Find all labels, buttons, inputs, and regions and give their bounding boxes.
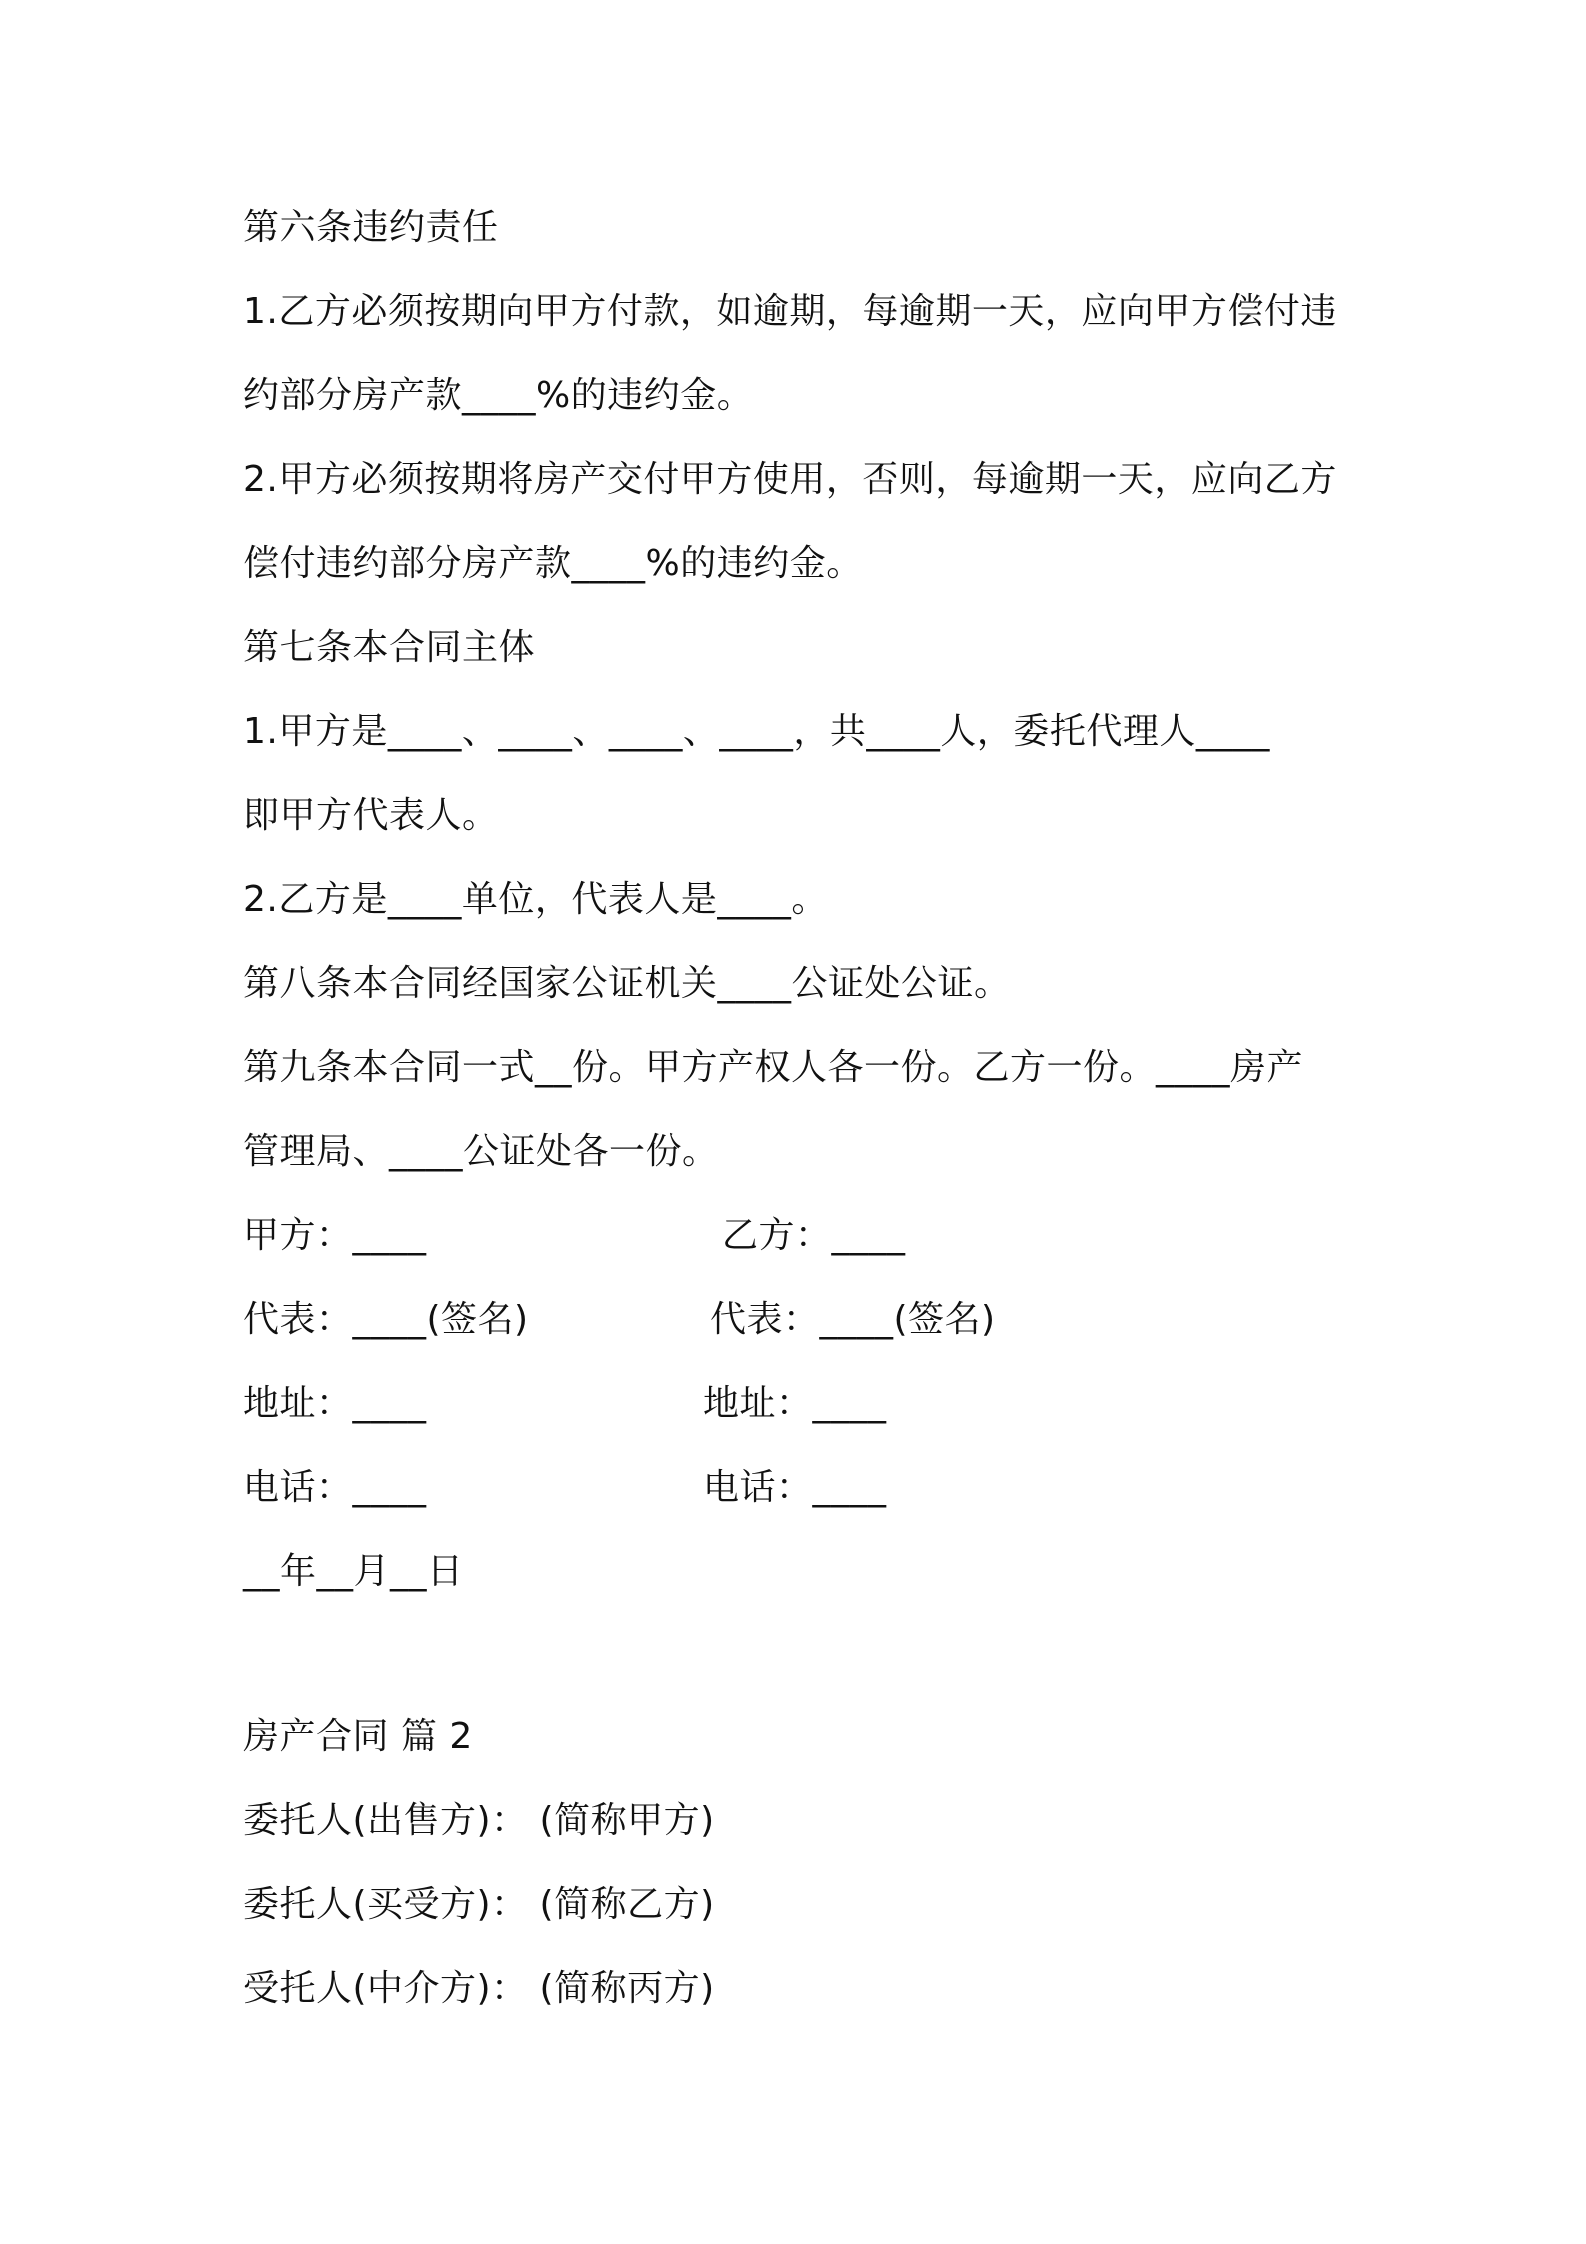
article9-line1: 第九条本合同一式__份。甲方产权人各一份。乙方一份。____房产 — [243, 1047, 1304, 1088]
address-b-field: 地址：____ — [703, 1383, 887, 1424]
article7-item2: 2.乙方是____单位，代表人是____。 — [243, 879, 828, 920]
article6-item1-line1: 1.乙方必须按期向甲方付款，如逾期，每逾期一天，应向甲方偿付违 — [243, 291, 1337, 332]
phone-a-field: 电话：____ — [243, 1467, 427, 1508]
party-a-field: 甲方：____ — [243, 1215, 427, 1256]
article7-item1-line1: 1.甲方是____、____、____、____，共____人，委托代理人____ — [243, 711, 1270, 752]
article7-title: 第七条本合同主体 — [243, 627, 536, 668]
rep-a-field: 代表：____(签名) — [243, 1299, 529, 1340]
section2-heading: 房产合同 篇 2 — [243, 1716, 473, 1757]
principal-buyer-line: 委托人(买受方)： (简称乙方) — [243, 1884, 715, 1925]
article6-item1-line2: 约部分房产款____%的违约金。 — [243, 375, 754, 416]
principal-seller-line: 委托人(出售方)： (简称甲方) — [243, 1800, 715, 1841]
date-field: __年__月__日 — [243, 1551, 464, 1592]
agent-line: 受托人(中介方)： (简称丙方) — [243, 1968, 715, 2009]
article8-text: 第八条本合同经国家公证机关____公证处公证。 — [243, 963, 1011, 1004]
article6-item2-line2: 偿付违约部分房产款____%的违约金。 — [243, 543, 863, 584]
article6-title: 第六条违约责任 — [243, 207, 499, 248]
article7-item1-line2: 即甲方代表人。 — [243, 795, 499, 836]
rep-b-field: 代表：____(签名) — [710, 1299, 996, 1340]
party-b-field: 乙方：____ — [722, 1215, 906, 1256]
article9-line2: 管理局、____公证处各一份。 — [243, 1131, 719, 1172]
address-a-field: 地址：____ — [243, 1383, 427, 1424]
phone-b-field: 电话：____ — [703, 1467, 887, 1508]
article6-item2-line1: 2.甲方必须按期将房产交付甲方使用，否则，每逾期一天，应向乙方 — [243, 459, 1337, 500]
